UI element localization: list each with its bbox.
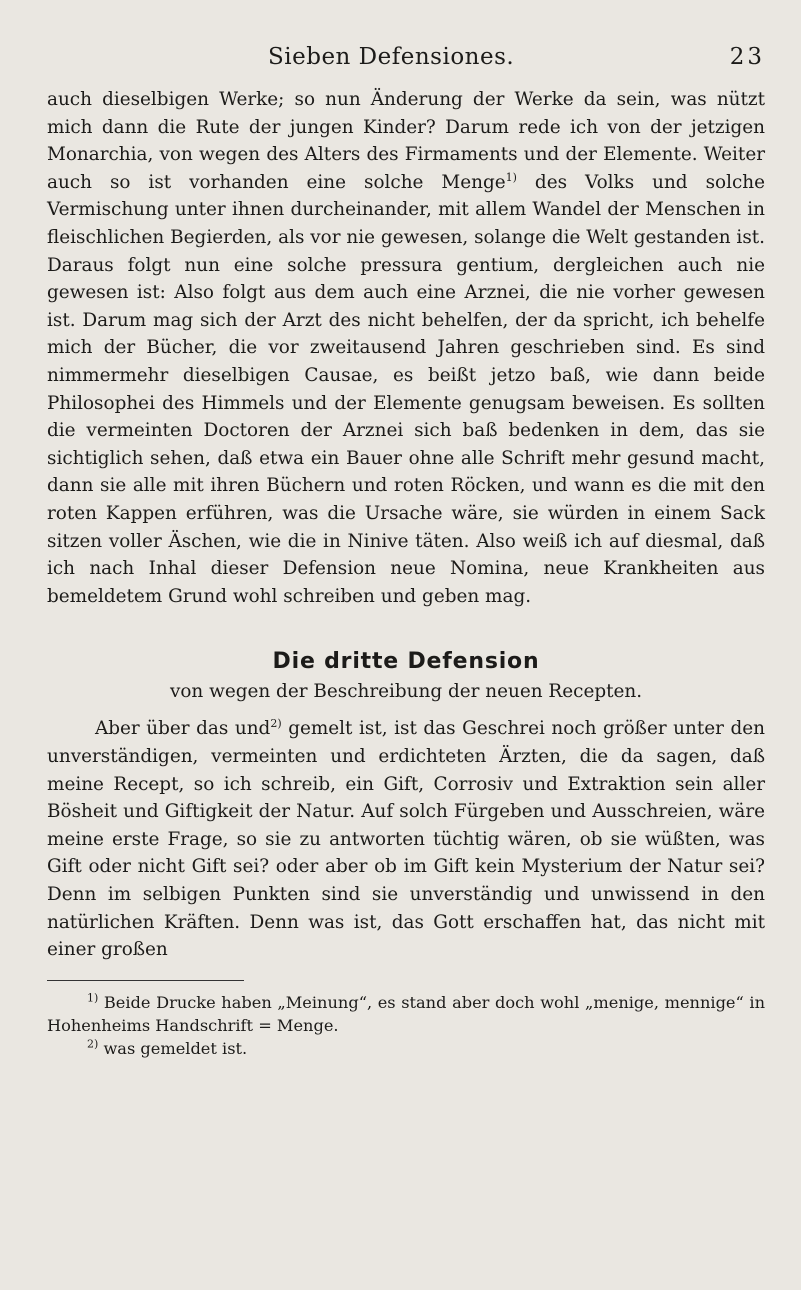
footnotes bbox=[47, 991, 765, 1060]
running-head bbox=[0, 44, 801, 76]
footnote-1 bbox=[47, 991, 765, 1037]
footnote-ref-1: 1) bbox=[505, 170, 517, 184]
paragraph-text-cont: gemelt ist, ist das Geschrei noch größer unter den unverständigen, vermeinten und erdichteten Ärzten, die da sagen, daß meine Recept, so ich schreib, ein Gift, Corrosiv und Extraktion sein aller Bösheit und Giftigkeit der Natur. Auf solch Fürgeben und Ausschreien, wäre meine erste Frage, so sie zu antworten tüchtig wären, ob sie wüßten, was Gift oder nicht Gift sei? oder aber ob im Gift kein Mysterium der Natur sei? Denn im selbigen Punkten sind sie unverständig und unwissend in den natürlichen Kräften. Denn was ist, das Gott erschaffen hat, das nicht mit einer großen bbox=[47, 718, 765, 961]
footnote-divider bbox=[47, 980, 244, 981]
footnote-1-marker: 1) bbox=[87, 991, 99, 1005]
footnote-2-text: was gemeldet ist. bbox=[98, 1038, 248, 1058]
paragraph-text-cont: des Volks und solche Vermischung unter ihnen durcheinander, mit allem Wandel der Menschen in fleischlichen Begierden, als vor nie gewesen, solange die Welt gestanden ist. Daraus folgt nun eine solche pressura gentium, dergleichen auch nie gewesen ist: Also folgt aus dem auch eine Arznei, die nie vorher gewesen ist. Darum mag sich der Arzt des nicht behelfen, der da spricht, ich behelfe mich der Bücher, die vor zweitausend Jahren geschrieben sind. Es sind nimmermehr dieselbigen Causae, es beißt jetzo baß, wie dann beide Philosophei des Himmels und der Elemente genugsam beweisen. Es sollten die vermeinten Doctoren der Arznei sich baß bedenken in dem, das sie sichtiglich sehen, daß etwa ein Bauer ohne alle Schrift mehr gesund macht, dann sie alle mit ihren Büchern und roten Röcken, und wann es die mit den roten Kappen erführen, was die Ursache wäre, sie würden in einem Sack sitzen voller Äschen, wie die in Ninive täten. Also weiß ich auf diesmal, daß ich nach Inhal dieser Defension neue Nomina, neue Krankheiten aus bemeldetem Grund wohl schreiben und geben mag. bbox=[47, 171, 765, 607]
page-number: 23 bbox=[729, 44, 765, 70]
paragraph-continued bbox=[47, 86, 765, 610]
body-text bbox=[47, 86, 765, 1060]
paragraph bbox=[47, 715, 765, 963]
footnote-ref-2: 2) bbox=[270, 717, 282, 731]
paragraph-text: Aber über das und bbox=[95, 718, 271, 740]
paragraph-text: auch dieselbigen Werke; so nun Änderung der Werke da sein, was nützt mich dann die Rute der jungen Kinder? Darum rede ich von der jetzigen Monarchia, von wegen des Alters des Firmaments und der Elemente. Weiter auch so ist vorhanden eine solche Menge bbox=[47, 89, 765, 193]
footnote-2-marker: 2) bbox=[87, 1037, 99, 1051]
section-subtitle: von wegen der Beschreibung der neuen Recepten. bbox=[169, 680, 643, 702]
running-head-title: Sieben Defensiones. bbox=[268, 44, 515, 70]
section-heading: Die dritte Defension bbox=[272, 649, 540, 675]
footnote-1-text: Beide Drucke haben „Meinung“, es stand aber doch wohl „menige, mennige“ in Hohenheims Handschrift = Menge. bbox=[47, 992, 765, 1035]
footnote-2 bbox=[47, 1037, 765, 1060]
